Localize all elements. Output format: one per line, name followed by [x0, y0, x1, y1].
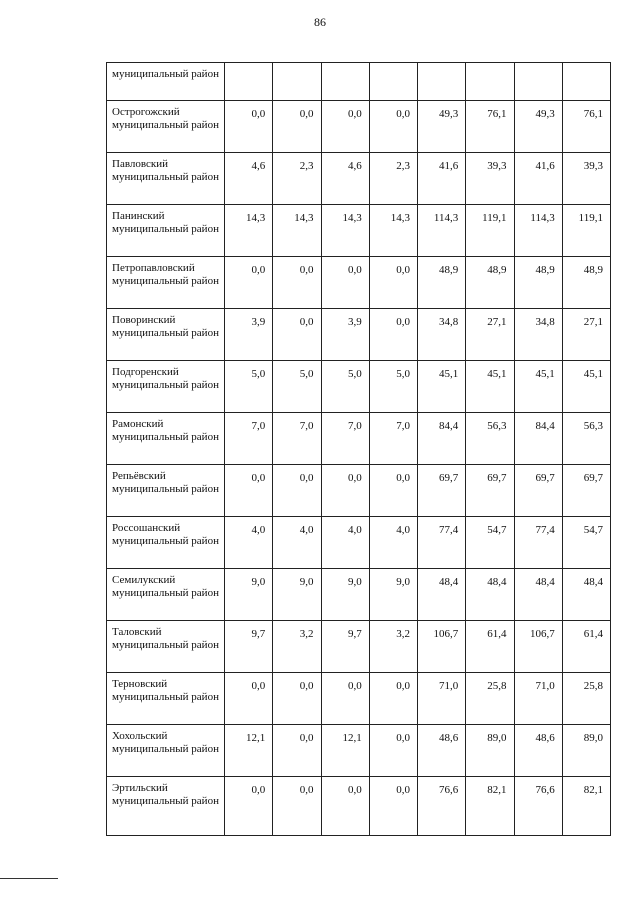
value-cell: 0,0: [273, 673, 321, 725]
value-cell: 54,7: [562, 517, 610, 569]
district-name-cell: Репьёвский муниципальный район: [107, 465, 225, 517]
value-cell: 69,7: [514, 465, 562, 517]
value-cell: 4,6: [321, 153, 369, 205]
value-cell: 14,3: [273, 205, 321, 257]
value-cell: 14,3: [225, 205, 273, 257]
value-cell: 7,0: [273, 413, 321, 465]
value-cell: 61,4: [562, 621, 610, 673]
value-cell: 54,7: [466, 517, 514, 569]
value-cell: 39,3: [562, 153, 610, 205]
district-name-cell: Хохольский муниципальный район: [107, 725, 225, 777]
value-cell: 48,4: [514, 569, 562, 621]
value-cell: 2,3: [273, 153, 321, 205]
value-cell: 106,7: [514, 621, 562, 673]
table-row: [107, 725, 611, 777]
table-row: [107, 205, 611, 257]
value-cell: 0,0: [273, 725, 321, 777]
district-name-cell: Россошанский муниципальный район: [107, 517, 225, 569]
value-cell: 0,0: [273, 309, 321, 361]
page-number: 86: [314, 15, 326, 29]
value-cell: 48,6: [514, 725, 562, 777]
table-row: [107, 101, 611, 153]
value-cell: 4,6: [225, 153, 273, 205]
value-cell: 0,0: [369, 465, 417, 517]
value-cell: 0,0: [273, 101, 321, 153]
value-cell: 5,0: [225, 361, 273, 413]
district-name-cell: Острогожский муниципальный район: [107, 101, 225, 153]
value-cell: 14,3: [321, 205, 369, 257]
value-cell: 45,1: [466, 361, 514, 413]
value-cell: 9,7: [321, 621, 369, 673]
value-cell: 69,7: [418, 465, 466, 517]
value-cell: 39,3: [466, 153, 514, 205]
value-cell: 12,1: [225, 725, 273, 777]
value-cell: 119,1: [466, 205, 514, 257]
value-cell: 5,0: [369, 361, 417, 413]
value-cell: 12,1: [321, 725, 369, 777]
value-cell: 61,4: [466, 621, 514, 673]
value-cell: 48,9: [418, 257, 466, 309]
table-body: [107, 63, 611, 836]
value-cell: 0,0: [321, 465, 369, 517]
value-cell: 7,0: [369, 413, 417, 465]
value-cell: 3,2: [369, 621, 417, 673]
value-cell: 7,0: [225, 413, 273, 465]
value-cell: 56,3: [466, 413, 514, 465]
value-cell: 2,3: [369, 153, 417, 205]
value-cell: 114,3: [514, 205, 562, 257]
value-cell: 0,0: [225, 673, 273, 725]
value-cell: 0,0: [225, 465, 273, 517]
value-cell: 9,0: [225, 569, 273, 621]
district-name-cell: Подгоренский муниципальный район: [107, 361, 225, 413]
table-row: [107, 257, 611, 309]
table-row: [107, 63, 611, 101]
value-cell: 48,9: [514, 257, 562, 309]
value-cell: 0,0: [273, 777, 321, 836]
value-cell: 3,9: [321, 309, 369, 361]
district-name-cell: Павловский муниципальный район: [107, 153, 225, 205]
table-row: [107, 517, 611, 569]
value-cell: 71,0: [418, 673, 466, 725]
value-cell: 27,1: [562, 309, 610, 361]
value-cell: 9,0: [273, 569, 321, 621]
value-cell: 48,4: [418, 569, 466, 621]
district-name-cell: Таловский муниципальный район: [107, 621, 225, 673]
district-name-cell: Терновский муниципальный район: [107, 673, 225, 725]
value-cell: 9,0: [369, 569, 417, 621]
value-cell: 9,7: [225, 621, 273, 673]
value-cell: 0,0: [321, 101, 369, 153]
value-cell: 4,0: [225, 517, 273, 569]
value-cell: 84,4: [514, 413, 562, 465]
value-cell: [562, 63, 610, 101]
value-cell: 0,0: [225, 101, 273, 153]
value-cell: 48,4: [466, 569, 514, 621]
value-cell: 0,0: [321, 673, 369, 725]
district-name-cell: Семилукский муниципальный район: [107, 569, 225, 621]
value-cell: 3,9: [225, 309, 273, 361]
value-cell: 106,7: [418, 621, 466, 673]
value-cell: 76,1: [466, 101, 514, 153]
district-name-cell: Панинский муниципальный район: [107, 205, 225, 257]
value-cell: 76,6: [514, 777, 562, 836]
value-cell: 0,0: [369, 309, 417, 361]
value-cell: 27,1: [466, 309, 514, 361]
value-cell: 45,1: [418, 361, 466, 413]
value-cell: 0,0: [369, 673, 417, 725]
table-row: [107, 413, 611, 465]
table-row: [107, 465, 611, 517]
value-cell: 4,0: [273, 517, 321, 569]
value-cell: 4,0: [369, 517, 417, 569]
value-cell: 119,1: [562, 205, 610, 257]
value-cell: 48,9: [466, 257, 514, 309]
value-cell: 45,1: [562, 361, 610, 413]
value-cell: 82,1: [562, 777, 610, 836]
value-cell: [514, 63, 562, 101]
value-cell: 5,0: [273, 361, 321, 413]
table-row: [107, 361, 611, 413]
table-row: [107, 153, 611, 205]
value-cell: 34,8: [418, 309, 466, 361]
value-cell: 0,0: [369, 257, 417, 309]
value-cell: 76,6: [418, 777, 466, 836]
value-cell: 0,0: [321, 257, 369, 309]
table-row: [107, 777, 611, 836]
value-cell: 84,4: [418, 413, 466, 465]
value-cell: 69,7: [562, 465, 610, 517]
table-row: [107, 309, 611, 361]
value-cell: 4,0: [321, 517, 369, 569]
value-cell: 49,3: [418, 101, 466, 153]
value-cell: 69,7: [466, 465, 514, 517]
value-cell: 14,3: [369, 205, 417, 257]
value-cell: 49,3: [514, 101, 562, 153]
value-cell: 76,1: [562, 101, 610, 153]
district-name-cell: муниципальный район: [107, 63, 225, 101]
value-cell: 3,2: [273, 621, 321, 673]
district-name-cell: Эртильский муниципальный район: [107, 777, 225, 836]
value-cell: 48,6: [418, 725, 466, 777]
value-cell: 89,0: [562, 725, 610, 777]
district-name-cell: Рамонский муниципальный район: [107, 413, 225, 465]
value-cell: 0,0: [273, 257, 321, 309]
value-cell: 0,0: [321, 777, 369, 836]
value-cell: 0,0: [369, 101, 417, 153]
value-cell: 82,1: [466, 777, 514, 836]
value-cell: 25,8: [466, 673, 514, 725]
value-cell: 114,3: [418, 205, 466, 257]
value-cell: 5,0: [321, 361, 369, 413]
table-row: [107, 569, 611, 621]
value-cell: 48,4: [562, 569, 610, 621]
value-cell: [369, 63, 417, 101]
value-cell: 7,0: [321, 413, 369, 465]
value-cell: [321, 63, 369, 101]
value-cell: 0,0: [369, 777, 417, 836]
value-cell: 34,8: [514, 309, 562, 361]
district-data-table: [106, 62, 611, 836]
table-row: [107, 621, 611, 673]
value-cell: 48,9: [562, 257, 610, 309]
value-cell: [418, 63, 466, 101]
table-row: [107, 673, 611, 725]
value-cell: 77,4: [418, 517, 466, 569]
value-cell: 25,8: [562, 673, 610, 725]
value-cell: 0,0: [225, 257, 273, 309]
district-name-cell: Поворинский муниципальный район: [107, 309, 225, 361]
value-cell: 41,6: [514, 153, 562, 205]
footnote-rule: [0, 878, 58, 879]
value-cell: 45,1: [514, 361, 562, 413]
value-cell: [273, 63, 321, 101]
value-cell: 89,0: [466, 725, 514, 777]
value-cell: 56,3: [562, 413, 610, 465]
district-name-cell: Петропавловский муниципальный район: [107, 257, 225, 309]
value-cell: 0,0: [225, 777, 273, 836]
value-cell: 41,6: [418, 153, 466, 205]
value-cell: 0,0: [369, 725, 417, 777]
value-cell: 9,0: [321, 569, 369, 621]
value-cell: [225, 63, 273, 101]
value-cell: 71,0: [514, 673, 562, 725]
value-cell: [466, 63, 514, 101]
value-cell: 0,0: [273, 465, 321, 517]
value-cell: 77,4: [514, 517, 562, 569]
